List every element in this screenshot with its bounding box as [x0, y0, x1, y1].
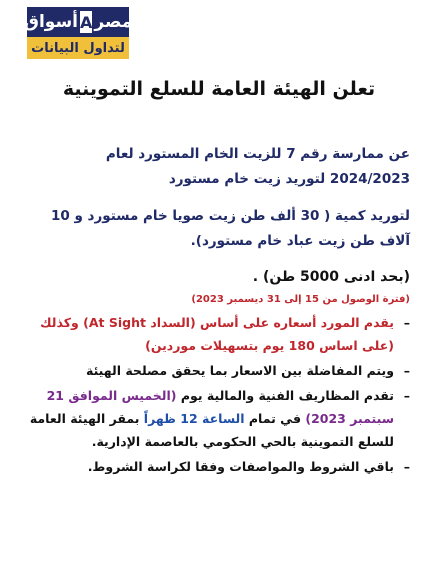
conditions-list [28, 311, 410, 478]
logo-top-bar [23, 7, 133, 37]
clause-submission-text-a: تقدم المظاريف الفنية والمالية يوم [180, 388, 394, 403]
clause-submission-text-b: في تمام [248, 411, 302, 426]
clause-submission [28, 384, 410, 453]
clause-pricing [28, 311, 410, 357]
announcement-title: تعلن الهيئة العامة للسلع التموينية [62, 78, 376, 100]
site-logo [23, 7, 133, 59]
tender-intro: عن ممارسة رقم 7 للزيت الخام المستورد لعام 2024/2023 لتوريد زيت خام مستورد [105, 146, 410, 187]
logo-brand-text: مصر [94, 12, 133, 32]
logo-bottom-bar [27, 37, 129, 59]
clause-submission-text-c: بمقر الهيئة العامة للسلع التموينية بالحي الحكومي بالعاصمة الإدارية. [29, 411, 394, 449]
clause-pricing-text: يقدم المورد أسعاره على أساس (السداد At Sight) وكذلك (على اساس 180 يوم بتسهيلات موردين) [40, 315, 394, 353]
tender-minimum: (بحد ادنى 5000 طن) . [252, 269, 410, 285]
clause-submission-time: الساعة 12 ظهراً [143, 411, 245, 426]
clause-comparison [28, 359, 410, 382]
clause-terms [28, 455, 410, 478]
arrival-period: (فترة الوصول من 15 إلى 31 ديسمبر 2023) [191, 294, 410, 305]
announcement-document [28, 78, 410, 480]
tender-quantity: لتوريد كمية ( 30 ألف طن زيت صويا خام مستورد و 10 آلاف طن زيت عباد خام مستورد). [50, 208, 410, 249]
clause-comparison-text: ويتم المفاضلة بين الاسعار بما يحقق مصلحة الهيئة [85, 363, 394, 378]
logo-mark-icon: A [80, 12, 93, 32]
clause-submission-date: (الخميس الموافق 21 سبتمبر 2023) [46, 388, 394, 426]
logo-bottom-text: لتداول البيانات [31, 40, 125, 56]
clause-terms-text: باقي الشروط والمواصفات وفقا لكراسة الشروط. [87, 459, 394, 474]
logo-top-text: أسواق [23, 12, 78, 32]
